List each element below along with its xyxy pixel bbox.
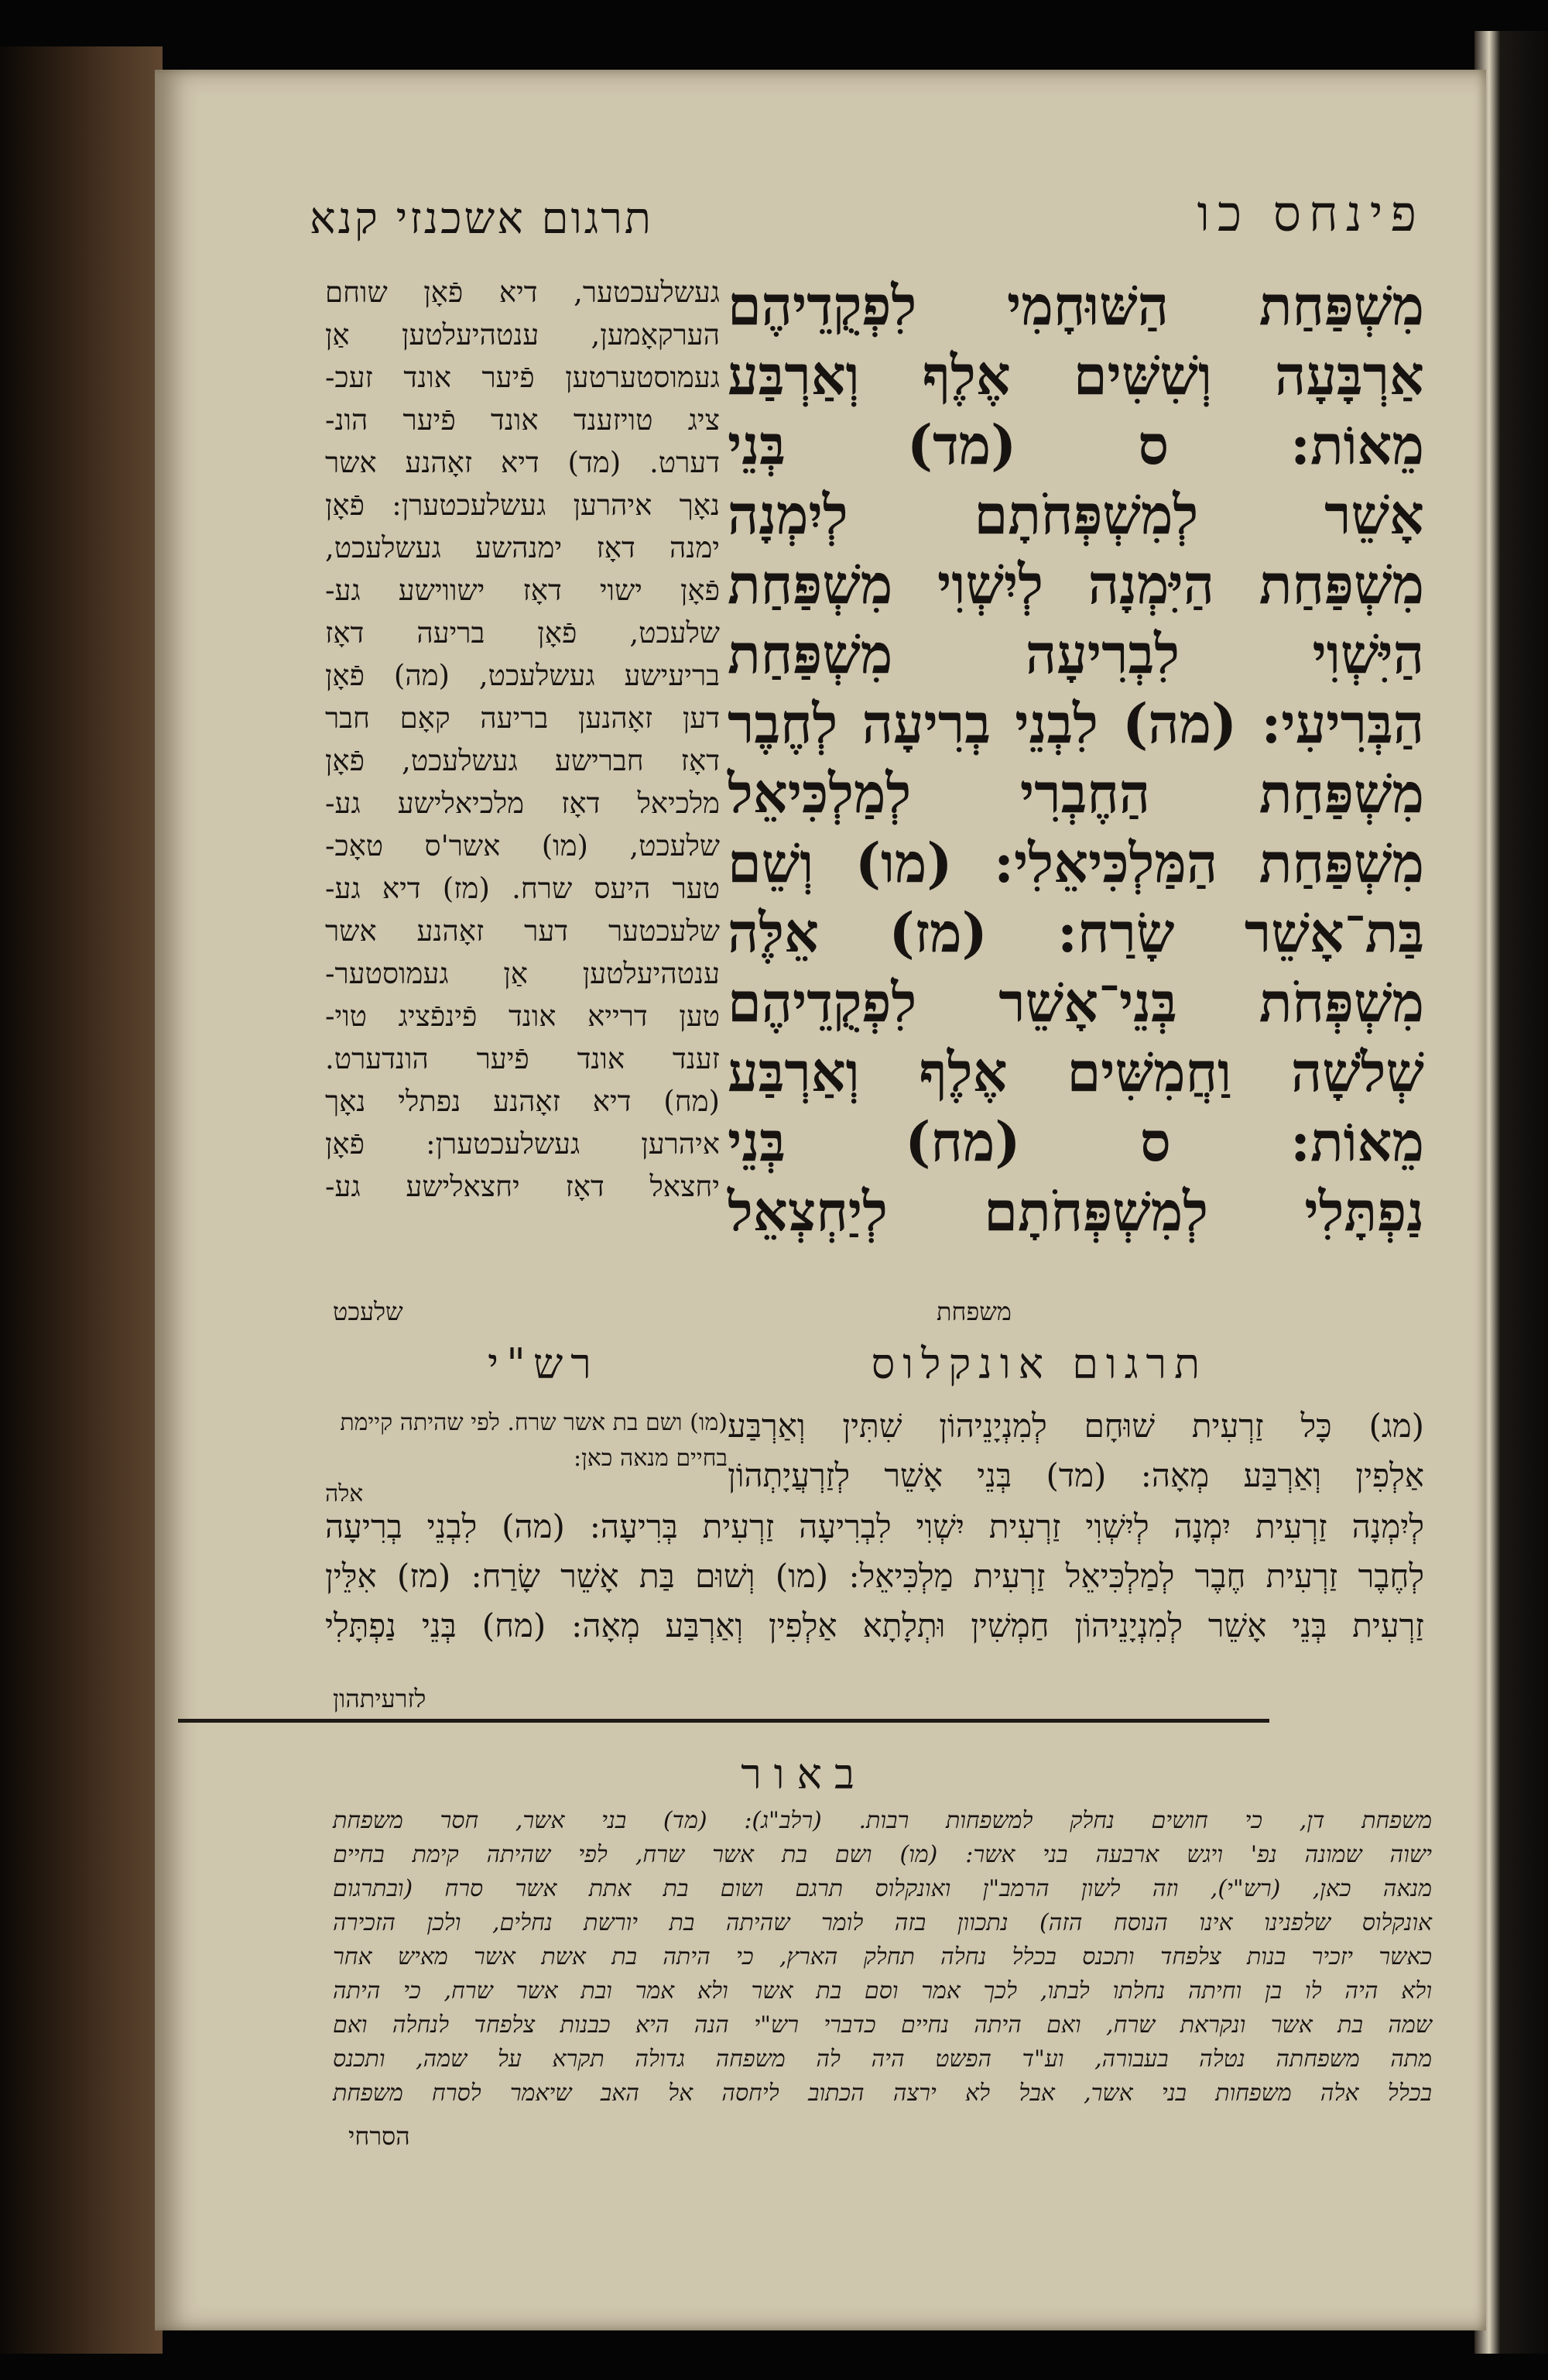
torah-line: מֵאוֹת: ס (מח) בְּנֵי	[728, 1109, 1424, 1174]
biur-catchword: הסרחי	[348, 2121, 410, 2151]
rashi-catchword: אלה	[325, 1480, 364, 1507]
torah-line: אָשֵׁר לְמִשְׁפְּחֹתָם לְיִמְנָה	[728, 482, 1424, 547]
targum-line: ענטהיעלטען אַן געמוסטער-	[325, 957, 720, 990]
targum-line: שלעכט, פֿאָן בריעה דאָז	[325, 616, 720, 650]
onkelos-line: לְיִמְנָה זַרְעִית יִמְנָה לְיִשְׁוִי זַרְעִית יִשְׁוִי לִבְרִיעָה זַרְעִית בְּרִיעָה: (מה) לִבְנֵי בְרִיעָה	[325, 1507, 1424, 1545]
targum-line: שלעכט, (מו) אשר'ס טאָכ-	[325, 829, 720, 862]
targum-line: זענד אונד פֿיער הונדערט.	[325, 1042, 720, 1075]
torah-line: מִשְׁפַּחַת הַשּׁוּחָמִי לִפְקֻדֵיהֶם	[728, 273, 1424, 338]
torah-text-column	[728, 271, 1424, 1247]
biur-line: משפחת דן, כי חושים נחלק למשפחות רבות. (רלב"ג): (מד) בני אשר, חסר משפחת	[333, 1807, 1432, 1834]
targum-line: (מח) דיא זאָהנע נפתלי נאָך	[325, 1085, 720, 1118]
running-header-right: פינחס כו	[1197, 186, 1424, 243]
onkelos-line: זַרְעִית בְּנֵי אָשֵׁר לְמִנְיָנֵיהוֹן חַמְשִׁין וּתְלָתָא אַלְפִין וְאַרְבַּע מְאָה: (מח) בְּנֵי נַפְתָּלִי	[325, 1607, 1425, 1644]
rashi-block	[325, 1405, 728, 1512]
onkelos-lines-top	[728, 1401, 1424, 1500]
targum-line: איהרען געשלעכטערן: פֿאָן	[325, 1127, 720, 1161]
targum-line: געמוסטערטען פֿיער אונד זעכ-	[325, 361, 720, 394]
onkelos-title: תרגום אונקלוס	[871, 1339, 1207, 1388]
biur-commentary	[333, 1804, 1432, 2111]
biur-line: ולא היה לו בן וחיתה נחלתו לבתו, לכך אמר וסם בת אשר ולא אמר ובת אשר שרח, כי היתה	[333, 1977, 1432, 2004]
targum-line: פֿאָן ישוי דאָז ישווישע גע-	[325, 574, 720, 607]
torah-catchword: משפחת	[937, 1297, 1012, 1326]
rashi-line: בחיים מנאה כאן:	[574, 1445, 728, 1472]
biur-title: באור	[741, 1750, 867, 1799]
onkelos-line: (מג) כָּל זַרְעִית שׁוּחָם לְמִנְיָנֵיהוֹן שִׁתִּין וְאַרְבַּע	[728, 1407, 1424, 1445]
biur-line: ישוה שמונה נפ' ויגש ארבעה בני אשר: (מו) ושם בת אשר שרח, לפי שהיתה קימת בחיים	[333, 1841, 1432, 1868]
targum-line: דאָז חברישע געשלעכט, פֿאָן	[325, 744, 720, 777]
torah-line: מִשְׁפַּחַת הַחֶבְרִי לְמַלְכִּיאֵל	[728, 761, 1424, 825]
targum-line: טען דרייא אונד פֿינפֿציג טוי-	[325, 1000, 720, 1033]
rashi-title: רש"י	[488, 1339, 599, 1388]
targum-line: דערט. (מד) דיא זאָהנע אשר	[325, 446, 720, 479]
onkelos-lines-full	[325, 1502, 1424, 1651]
rashi-line: (מו) ושם בת אשר שרח. לפי שהיתה קיימת	[340, 1409, 728, 1436]
torah-line: מֵאוֹת: ס (מד) בְּנֵי	[728, 413, 1424, 477]
targum-line: דען זאָהנען בריעה קאָם חבר	[325, 701, 720, 735]
torah-line: אַרְבָּעָה וְשִׁשִּׁים אֶלֶף וְאַרְבַּע	[728, 343, 1424, 407]
targum-line: טער היעס שרח. (מז) דיא גע-	[325, 872, 720, 905]
book-spine-edge	[0, 46, 163, 2354]
torah-line: הַיִּשְׁוִי לִבְרִיעָה מִשְׁפַּחַת	[728, 622, 1424, 686]
onkelos-line: לְחֶבֶר זַרְעִית חֶבֶר לְמַלְכִּיאֵל זַרְעִית מַלְכִּיאֵל: (מו) וְשׁוּם בַּת אָשֵׁר שָׂרַח: (מז) אִלֵּין	[325, 1557, 1424, 1595]
biur-line: מנאה כאן, (רש"י), וזה לשון הרמב"ן ואונקלוס תרגם ושום בת אתת אשר סרח (ובתרגום	[333, 1875, 1432, 1902]
torah-line: מִשְׁפַּחַת הַיִּמְנָה לְיִשְׁוִי מִשְׁפַּחַת	[728, 552, 1424, 616]
targum-line: שלעכטער דער זאָהנע אשר	[325, 914, 720, 948]
torah-line: הַבְּרִיעִי: (מה) לִבְנֵי בְרִיעָה לְחֶבֶר	[728, 691, 1424, 756]
biur-line: אונקלוס שלפנינו אינו הנוסח הזה) נתכוון בזה לומר שהיתה בת יורשת נחלים, ולכן הזכירה	[333, 1909, 1432, 1936]
targum-line: מלכיאל דאָז מלכיאלישע גע-	[325, 787, 720, 820]
targum-line: יחצאל דאָז יחצאלישע גע-	[325, 1170, 720, 1203]
book-page	[155, 70, 1486, 2330]
biur-line: מתה משפחתה נטלה בעבורה, וע"ד הפשט היה לה משפחה גדולה תקרא על שמה, ותכנס	[333, 2046, 1432, 2073]
targum-line: געשלעכטער, דיא פֿאָן שוחם	[325, 276, 720, 309]
onkelos-catchword: לזרעיתהון	[333, 1684, 426, 1713]
targum-line: נאָך איהרען געשלעכטערן: פֿאָן	[325, 489, 720, 522]
targum-line: ימנה דאָז ימנהשע געשלעכט,	[325, 531, 720, 564]
targum-line: הערקאָמען, ענטהיעלטען אַן	[325, 318, 720, 352]
running-header-left: תרגום אשכנזי קנא	[310, 194, 653, 244]
biur-line: שמה בת אשר ונקראת שרח, ואם היתה נחיים כדברי רש"י הנה היא כבנות צלפחד לנחלה ואם	[333, 2011, 1432, 2039]
biur-line: בכלל אלה משפחות בני אשר, אבל לא ירצה הכתוב ליחסה אל האב שיאמר לסרח משפחת	[333, 2080, 1432, 2107]
torah-line: שְׁלֹשָׁה וַחֲמִשִּׁים אֶלֶף וְאַרְבַּע	[728, 1040, 1424, 1104]
targum-line: ציג טויזענד אונד פֿיער הונ-	[325, 403, 720, 437]
torah-line: מִשְׁפְּחֹת בְּנֵי־אָשֵׁר לִפְקֻדֵיהֶם	[728, 970, 1424, 1034]
biur-line: כאשר יזכיר בנות צלפחד ותכנס בכלל נחלה תחלק הארץ, כי היתה בת אשת אשר מאיש אחר	[333, 1943, 1432, 1970]
onkelos-line: אַלְפִין וְאַרְבַּע מְאָה: (מד) בְּנֵי אָשֵׁר לְזַרְעֲיָתְהוֹן	[728, 1456, 1424, 1494]
torah-line: בַּת־אָשֵׁר שָׂרַח: (מז) אֵלֶּה	[728, 900, 1424, 965]
targum-ashkenazi-column	[325, 271, 720, 1208]
targum-line: בריעישע געשלעכט, (מה) פֿאָן	[325, 659, 720, 692]
torah-line: נַפְתָּלִי לְמִשְׁפְּחֹתָם לְיַחְצְאֵל	[728, 1179, 1424, 1243]
targum-catchword: שלעכט	[333, 1297, 403, 1326]
torah-line: מִשְׁפַּחַת הַמַּלְכִּיאֵלִי: (מו) וְשֵׁם	[728, 831, 1424, 895]
section-divider	[178, 1719, 1269, 1723]
